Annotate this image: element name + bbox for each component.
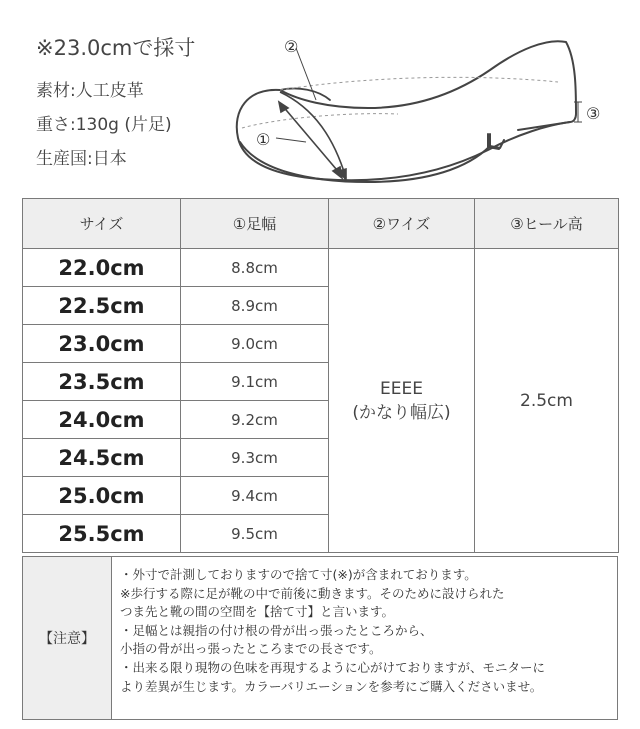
size-cell: 22.5cm — [23, 287, 181, 325]
origin-spec: 生産国:日本 — [36, 149, 127, 169]
weight-spec: 重さ:130g (片足) — [36, 115, 172, 135]
size-cell: 22.0cm — [23, 249, 181, 287]
notes-body — [112, 557, 618, 720]
shoe-diagram — [218, 30, 628, 190]
foot-width-cell: 9.2cm — [181, 401, 329, 439]
size-cell: 24.5cm — [23, 439, 181, 477]
size-cell: 23.5cm — [23, 363, 181, 401]
foot-width-cell: 9.5cm — [181, 515, 329, 553]
size-table — [22, 198, 619, 553]
note-line: より差異が生じます。カラーバリエーションを参考にご購入くださいませ。 — [120, 678, 543, 694]
measurement-note: ※23.0cmで採寸 — [36, 36, 196, 60]
note-line: 小指の骨が出っ張ったところまでの長さです。 — [120, 641, 382, 657]
table-header-row — [23, 199, 619, 249]
foot-width-cell: 9.0cm — [181, 325, 329, 363]
marker-wise: ② — [284, 37, 299, 56]
heel-height-cell: 2.5cm — [475, 249, 619, 553]
marker-heel: ③ — [586, 104, 601, 123]
wise-description: (かなり幅広) — [352, 402, 451, 423]
note-line: つま先と靴の間の空間を【捨て寸】と言います。 — [120, 604, 395, 620]
foot-width-cell: 8.8cm — [181, 249, 329, 287]
marker-foot-width: ① — [256, 130, 271, 149]
size-cell: 25.5cm — [23, 515, 181, 553]
notes-label: 【注意】 — [23, 557, 112, 720]
wise-value: EEEE — [380, 378, 423, 399]
material-spec: 素材:人工皮革 — [36, 81, 144, 101]
note-line: ・足幅とは親指の付け根の骨が出っ張ったところから、 — [120, 622, 433, 638]
size-cell: 23.0cm — [23, 325, 181, 363]
header-wise: ②ワイズ — [329, 199, 475, 249]
wise-arrow — [280, 92, 346, 178]
product-specs — [36, 32, 195, 178]
wise-cell — [329, 249, 475, 553]
size-cell: 25.0cm — [23, 477, 181, 515]
header-heel-height: ③ヒール高 — [475, 199, 619, 249]
note-line: ・出来る限り現物の色味を再現するように心がけておりますが、モニターに — [120, 659, 546, 675]
foot-width-cell: 9.3cm — [181, 439, 329, 477]
interior-dashed-line — [280, 77, 558, 90]
sole-line — [240, 142, 490, 182]
note-line: ・外寸で計測しておりますので捨て寸(※)が含まれております。 — [120, 567, 477, 582]
leader-line — [276, 138, 306, 142]
foot-width-cell: 9.4cm — [181, 477, 329, 515]
foot-width-cell: 8.9cm — [181, 287, 329, 325]
heel-block — [490, 122, 570, 148]
note-line: ※歩行する際に足が靴の中で前後に動きます。そのために設けられた — [120, 585, 505, 601]
header-size: サイズ — [23, 199, 181, 249]
foot-width-cell: 9.1cm — [181, 363, 329, 401]
table-row — [23, 249, 619, 287]
header-foot-width: ①足幅 — [181, 199, 329, 249]
notes-table — [22, 556, 618, 720]
leader-line — [296, 48, 316, 100]
size-cell: 24.0cm — [23, 401, 181, 439]
